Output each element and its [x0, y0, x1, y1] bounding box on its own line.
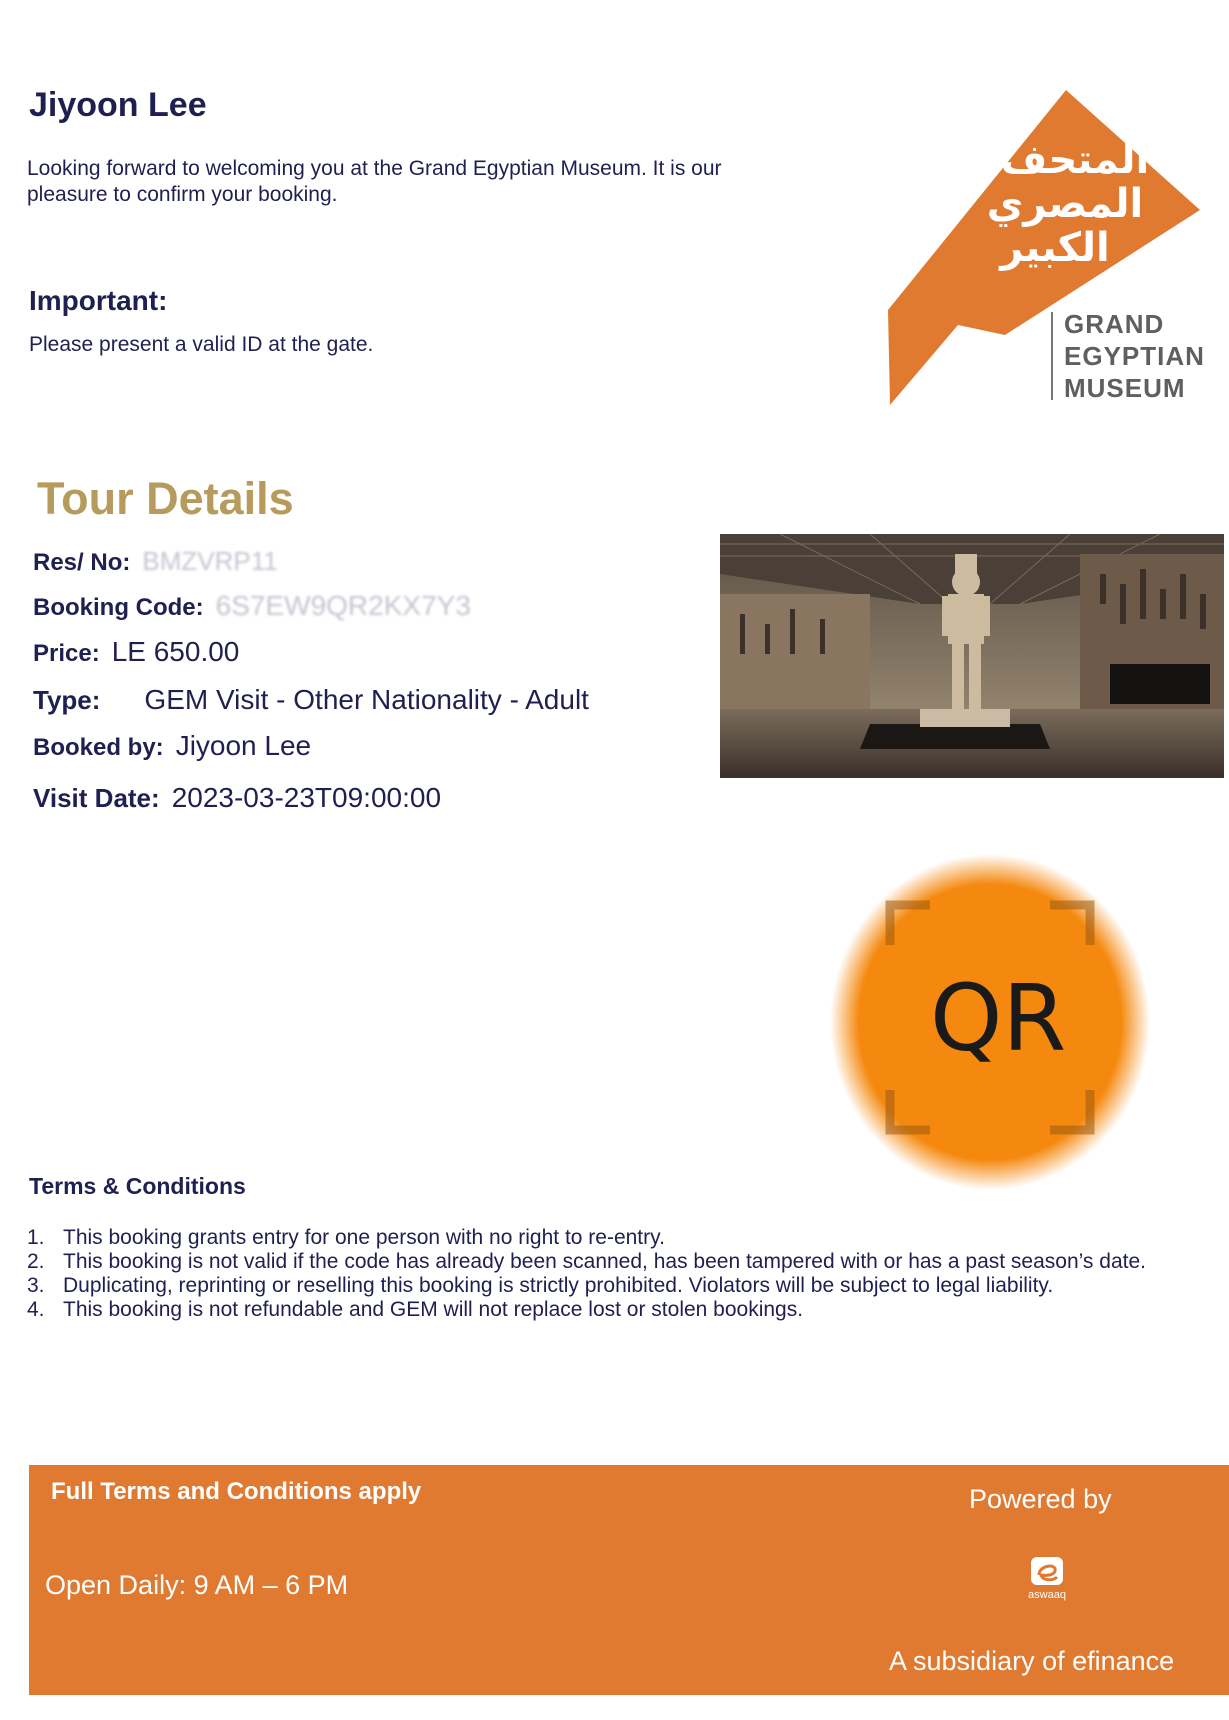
booking-code-row	[33, 590, 471, 622]
terms-item-text: This booking is not refundable and GEM will not replace lost or stolen bookings.	[63, 1298, 804, 1321]
terms-item-number: 1.	[27, 1226, 45, 1249]
price-value: LE 650.00	[111, 636, 240, 667]
opening-hours: Open Daily: 9 AM – 6 PM	[45, 1570, 349, 1600]
booking-code-label: Booking Code:	[33, 594, 204, 621]
terms-item-text: Duplicating, reprinting or reselling this booking is strictly prohibited. Violators will be subject to legal liability.	[63, 1274, 1054, 1297]
important-note: Please present a valid ID at the gate.	[29, 333, 374, 356]
footer-banner	[29, 1465, 1229, 1695]
terms-item-number: 3.	[27, 1274, 45, 1297]
full-terms-link[interactable]: Full Terms and Conditions apply	[51, 1478, 422, 1505]
type-row	[33, 684, 589, 716]
terms-item-text: This booking is not valid if the code has already been scanned, has been tampered with or has a past season’s date.	[63, 1250, 1146, 1273]
booked-by-value: Jiyoon Lee	[175, 730, 312, 761]
reservation-number-value: BMZVRP11	[142, 546, 278, 576]
booked-by-label: Booked by:	[33, 734, 164, 761]
subsidiary-note: A subsidiary of efinance	[889, 1646, 1175, 1676]
visit-date-row	[33, 782, 441, 814]
terms-item-text: This booking grants entry for one person with no right to re-entry.	[63, 1226, 665, 1249]
logo-arabic-line-2: المصري	[986, 181, 1144, 227]
logo-divider	[1051, 312, 1053, 400]
terms-item-number: 4.	[27, 1298, 45, 1321]
visit-date-value: 2023-03-23T09:00:00	[171, 782, 442, 813]
reservation-number-row	[33, 546, 278, 577]
terms-item	[27, 1274, 1207, 1298]
logo-wordmark	[1064, 308, 1205, 404]
type-label: Type:	[33, 685, 101, 715]
terms-list	[27, 1226, 1207, 1322]
aswaaq-brand-text: aswaaq	[1028, 1589, 1066, 1601]
welcome-message	[27, 156, 787, 208]
price-row	[33, 636, 239, 668]
terms-item-number: 2.	[27, 1250, 45, 1273]
welcome-line-2: pleasure to confirm your booking.	[27, 183, 338, 206]
logo-word-egyptian: EGYPTIAN	[1064, 341, 1205, 371]
welcome-line-1: Looking forward to welcoming you at the Grand Egyptian Museum. It is our	[27, 157, 722, 180]
terms-item	[27, 1250, 1207, 1274]
logo-arabic-line-3: الكبير	[1000, 225, 1110, 271]
important-heading: Important:	[29, 285, 168, 316]
booking-code-value: 6S7EW9QR2KX7Y3	[215, 590, 471, 621]
visit-date-label: Visit Date:	[33, 783, 160, 813]
booked-by-row	[33, 730, 311, 762]
museum-hall-photo	[720, 534, 1224, 778]
price-label: Price:	[33, 640, 100, 667]
reservation-number-label: Res/ No:	[33, 549, 131, 576]
tour-details-heading: Tour Details	[37, 473, 294, 524]
type-value: GEM Visit - Other Nationality - Adult	[144, 684, 589, 715]
terms-item	[27, 1226, 1207, 1250]
qr-label: QR	[930, 965, 1067, 1072]
guest-name: Jiyoon Lee	[29, 86, 207, 124]
terms-item	[27, 1298, 1207, 1322]
powered-by-label: Powered by	[969, 1484, 1112, 1514]
terms-heading: Terms & Conditions	[29, 1173, 246, 1199]
logo-word-museum: MUSEUM	[1064, 373, 1186, 403]
logo-word-grand: GRAND	[1064, 309, 1165, 339]
logo-arabic-line-1: المتحف	[1000, 137, 1150, 183]
